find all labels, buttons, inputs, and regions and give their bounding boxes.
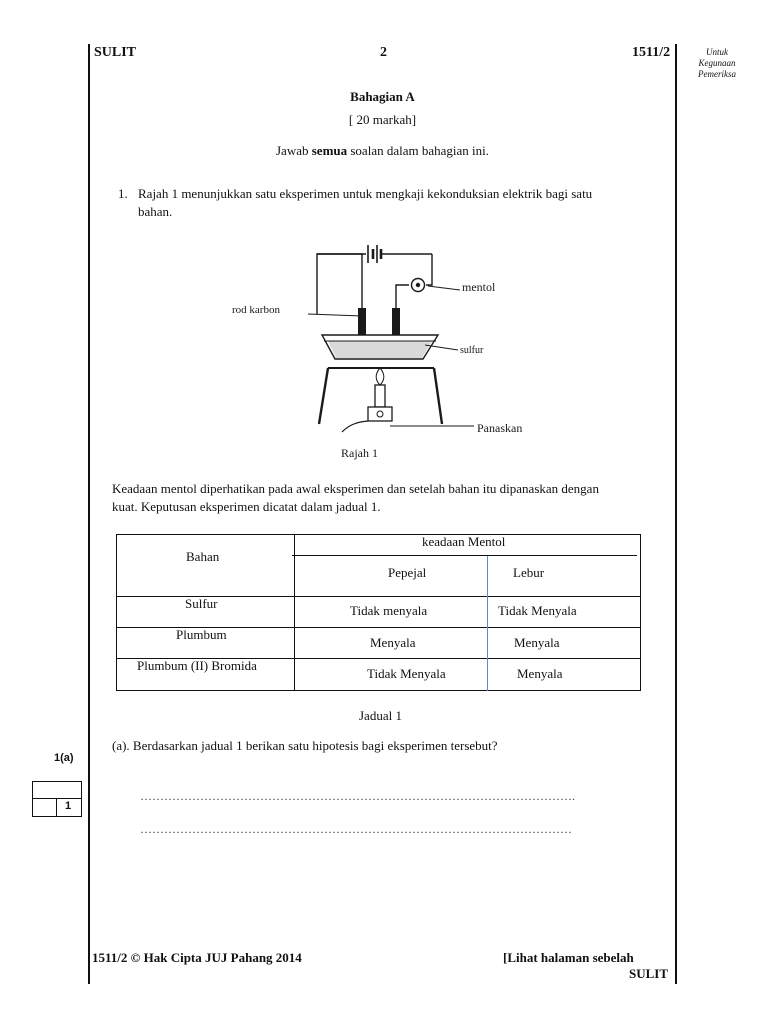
table-caption: Jadual 1 (359, 708, 402, 723)
label-sulfur: sulfur (460, 345, 484, 356)
examiner-note-line: Pemeriksa (698, 69, 736, 79)
answer-line[interactable]: ……………………………………………………………………………………………… (140, 822, 572, 836)
footer-copyright: 1511/2 © Hak Cipta JUJ Pahang 2014 (92, 950, 302, 965)
table-divider (294, 534, 295, 691)
bulb-filament (416, 283, 420, 287)
cell-pepejal: Menyala (370, 635, 416, 650)
footer-next-page: [Lihat halaman sebelah (503, 950, 634, 965)
leader-line (308, 314, 362, 316)
header-bahan: Bahan (186, 549, 220, 564)
observation-paragraph (112, 480, 662, 516)
question-number: 1. (118, 186, 128, 201)
label-panaskan: Panaskan (477, 421, 523, 435)
examiner-note-line: Untuk (706, 47, 728, 57)
paragraph-line: Keadaan mentol diperhatikan pada awal eksperimen dan setelah bahan itu dipanaskan dengan (112, 481, 599, 496)
mark-box-top (32, 781, 82, 799)
subheader-pepejal: Pepejal (388, 565, 427, 580)
diagram-caption: Rajah 1 (341, 446, 378, 460)
table-divider (487, 556, 488, 691)
tripod-leg (434, 368, 442, 424)
cell-lebur: Menyala (514, 635, 560, 650)
question-text-line: Rajah 1 menunjukkan satu eksperimen untuk mengkaji kekonduksian elektrik bagi satu (138, 186, 593, 201)
cell-pepejal: Tidak Menyala (367, 666, 446, 681)
examiner-note-line: Kegunaan (698, 58, 736, 68)
leader-line (428, 286, 460, 290)
header-keadaan-mentol: keadaan Mentol (422, 534, 506, 549)
rajah-1-diagram (220, 228, 560, 464)
section-instruction (90, 143, 675, 159)
sulfur-sample (328, 341, 432, 358)
margin-question-ref: 1(a) (54, 752, 74, 764)
answer-line[interactable]: ………………………………………………………………………………………………. (140, 789, 575, 803)
table-divider (292, 555, 637, 556)
mark-box-bottom (32, 798, 82, 817)
results-table (116, 534, 641, 691)
section-marks: [ 20 markah] (348, 112, 417, 127)
cell-pepejal: Tidak menyala (350, 603, 428, 618)
examiner-use-note (684, 47, 750, 80)
label-rod-karbon: rod karbon (232, 304, 280, 316)
cell-bahan: Sulfur (185, 596, 218, 611)
section-title: Bahagian A (350, 89, 415, 104)
cell-lebur: Tidak Menyala (498, 603, 577, 618)
paragraph-line: kuat. Keputusan eksperimen dicatat dalam jadual 1. (112, 499, 381, 514)
tripod-leg (319, 368, 328, 424)
question-text-line: bahan. (138, 204, 173, 219)
mark-value: 1 (65, 800, 72, 812)
page-number: 2 (380, 45, 387, 60)
header-sulit: SULIT (94, 45, 137, 60)
cell-bahan: Plumbum (176, 627, 227, 642)
wire (426, 254, 432, 285)
gas-hose (342, 421, 368, 432)
footer-sulit: SULIT (629, 966, 669, 981)
mark-box (32, 781, 82, 817)
label-mentol: mentol (462, 280, 496, 294)
paper-code: 1511/2 (632, 45, 671, 60)
right-margin-rule (675, 44, 677, 984)
instruction-text: soalan dalam bahagian ini. (347, 143, 489, 158)
instruction-emphasis: semua (311, 143, 348, 158)
instruction-text: Jawab (275, 143, 312, 158)
cell-bahan: Plumbum (II) Bromida (137, 658, 257, 673)
wire (317, 254, 362, 314)
cell-lebur: Menyala (517, 666, 563, 681)
subheader-lebur: Lebur (513, 565, 545, 580)
mark-box-divider (56, 798, 57, 816)
left-margin-rule (88, 44, 90, 984)
part-a-question: (a). Berdasarkan jadual 1 berikan satu hipotesis bagi eksperimen tersebut? (112, 738, 498, 753)
burner-tube (375, 385, 385, 407)
flame-icon (376, 368, 384, 385)
